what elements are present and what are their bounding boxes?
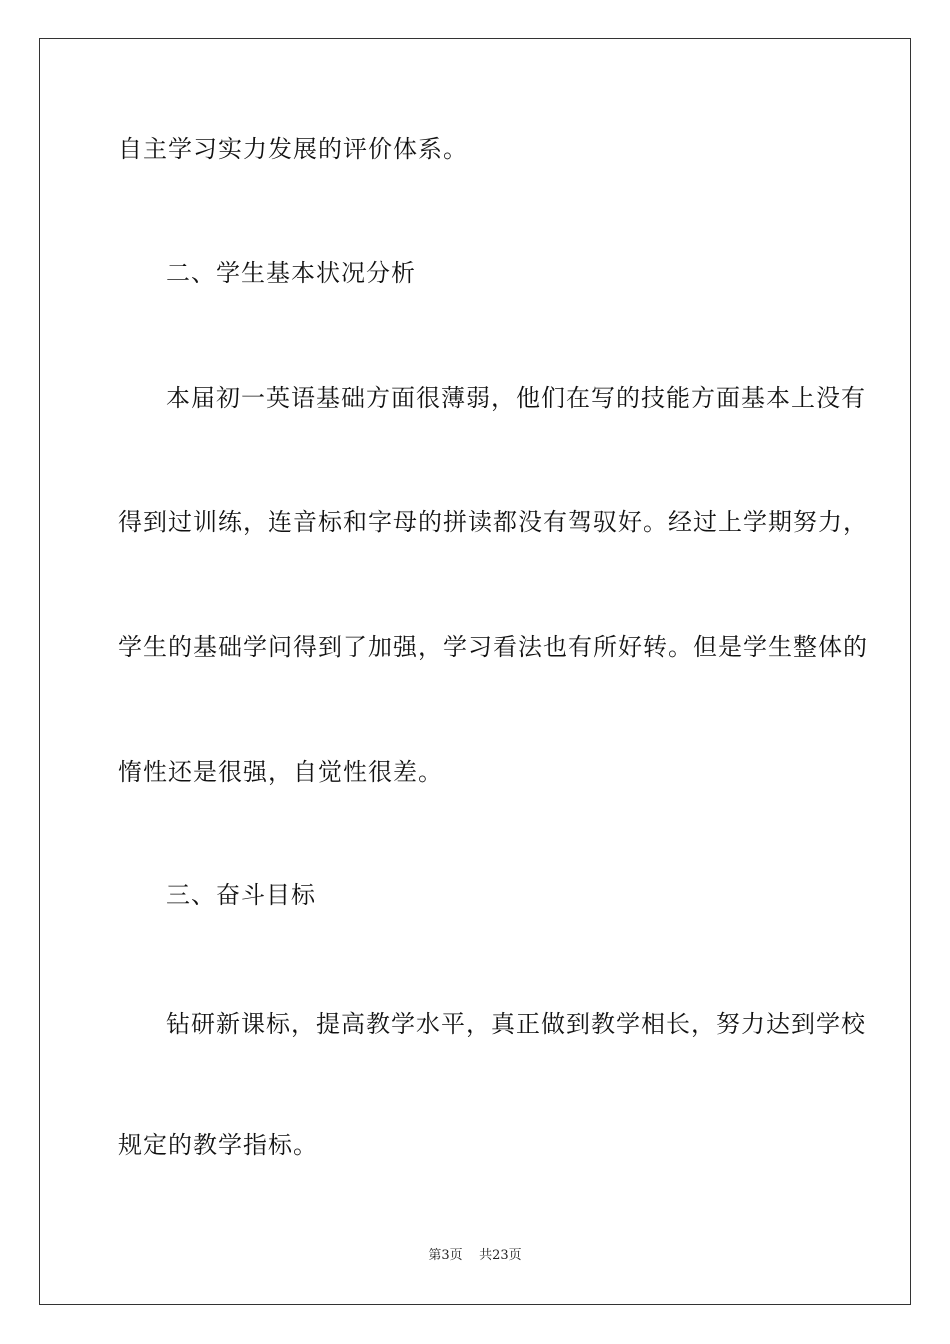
section-heading-goals: 三、奋斗目标 (166, 881, 316, 909)
page-footer (0, 1247, 950, 1265)
paragraph-line-1: 本届初一英语基础方面很薄弱，他们在写的技能方面基本上没有 (166, 384, 866, 412)
paragraph-line-4: 惰性还是很强，自觉性很差。 (118, 758, 443, 786)
text-line-1: 自主学习实力发展的评价体系。 (118, 135, 468, 163)
paragraph-line-3: 学生的基础学问得到了加强，学习看法也有所好转。但是学生整体的 (118, 633, 868, 661)
section-heading-student-analysis: 二、学生基本状况分析 (166, 259, 416, 287)
paragraph-line-5: 钻研新课标，提高教学水平，真正做到教学相长，努力达到学校 (166, 1010, 866, 1038)
page-total: 共23页 (479, 1248, 522, 1263)
paragraph-line-2: 得到过训练，连音标和字母的拼读都没有驾驭好。经过上学期努力， (118, 508, 868, 536)
paragraph-line-6: 规定的教学指标。 (118, 1131, 318, 1159)
page-border (39, 38, 911, 1305)
page-number: 第3页 (428, 1248, 463, 1263)
